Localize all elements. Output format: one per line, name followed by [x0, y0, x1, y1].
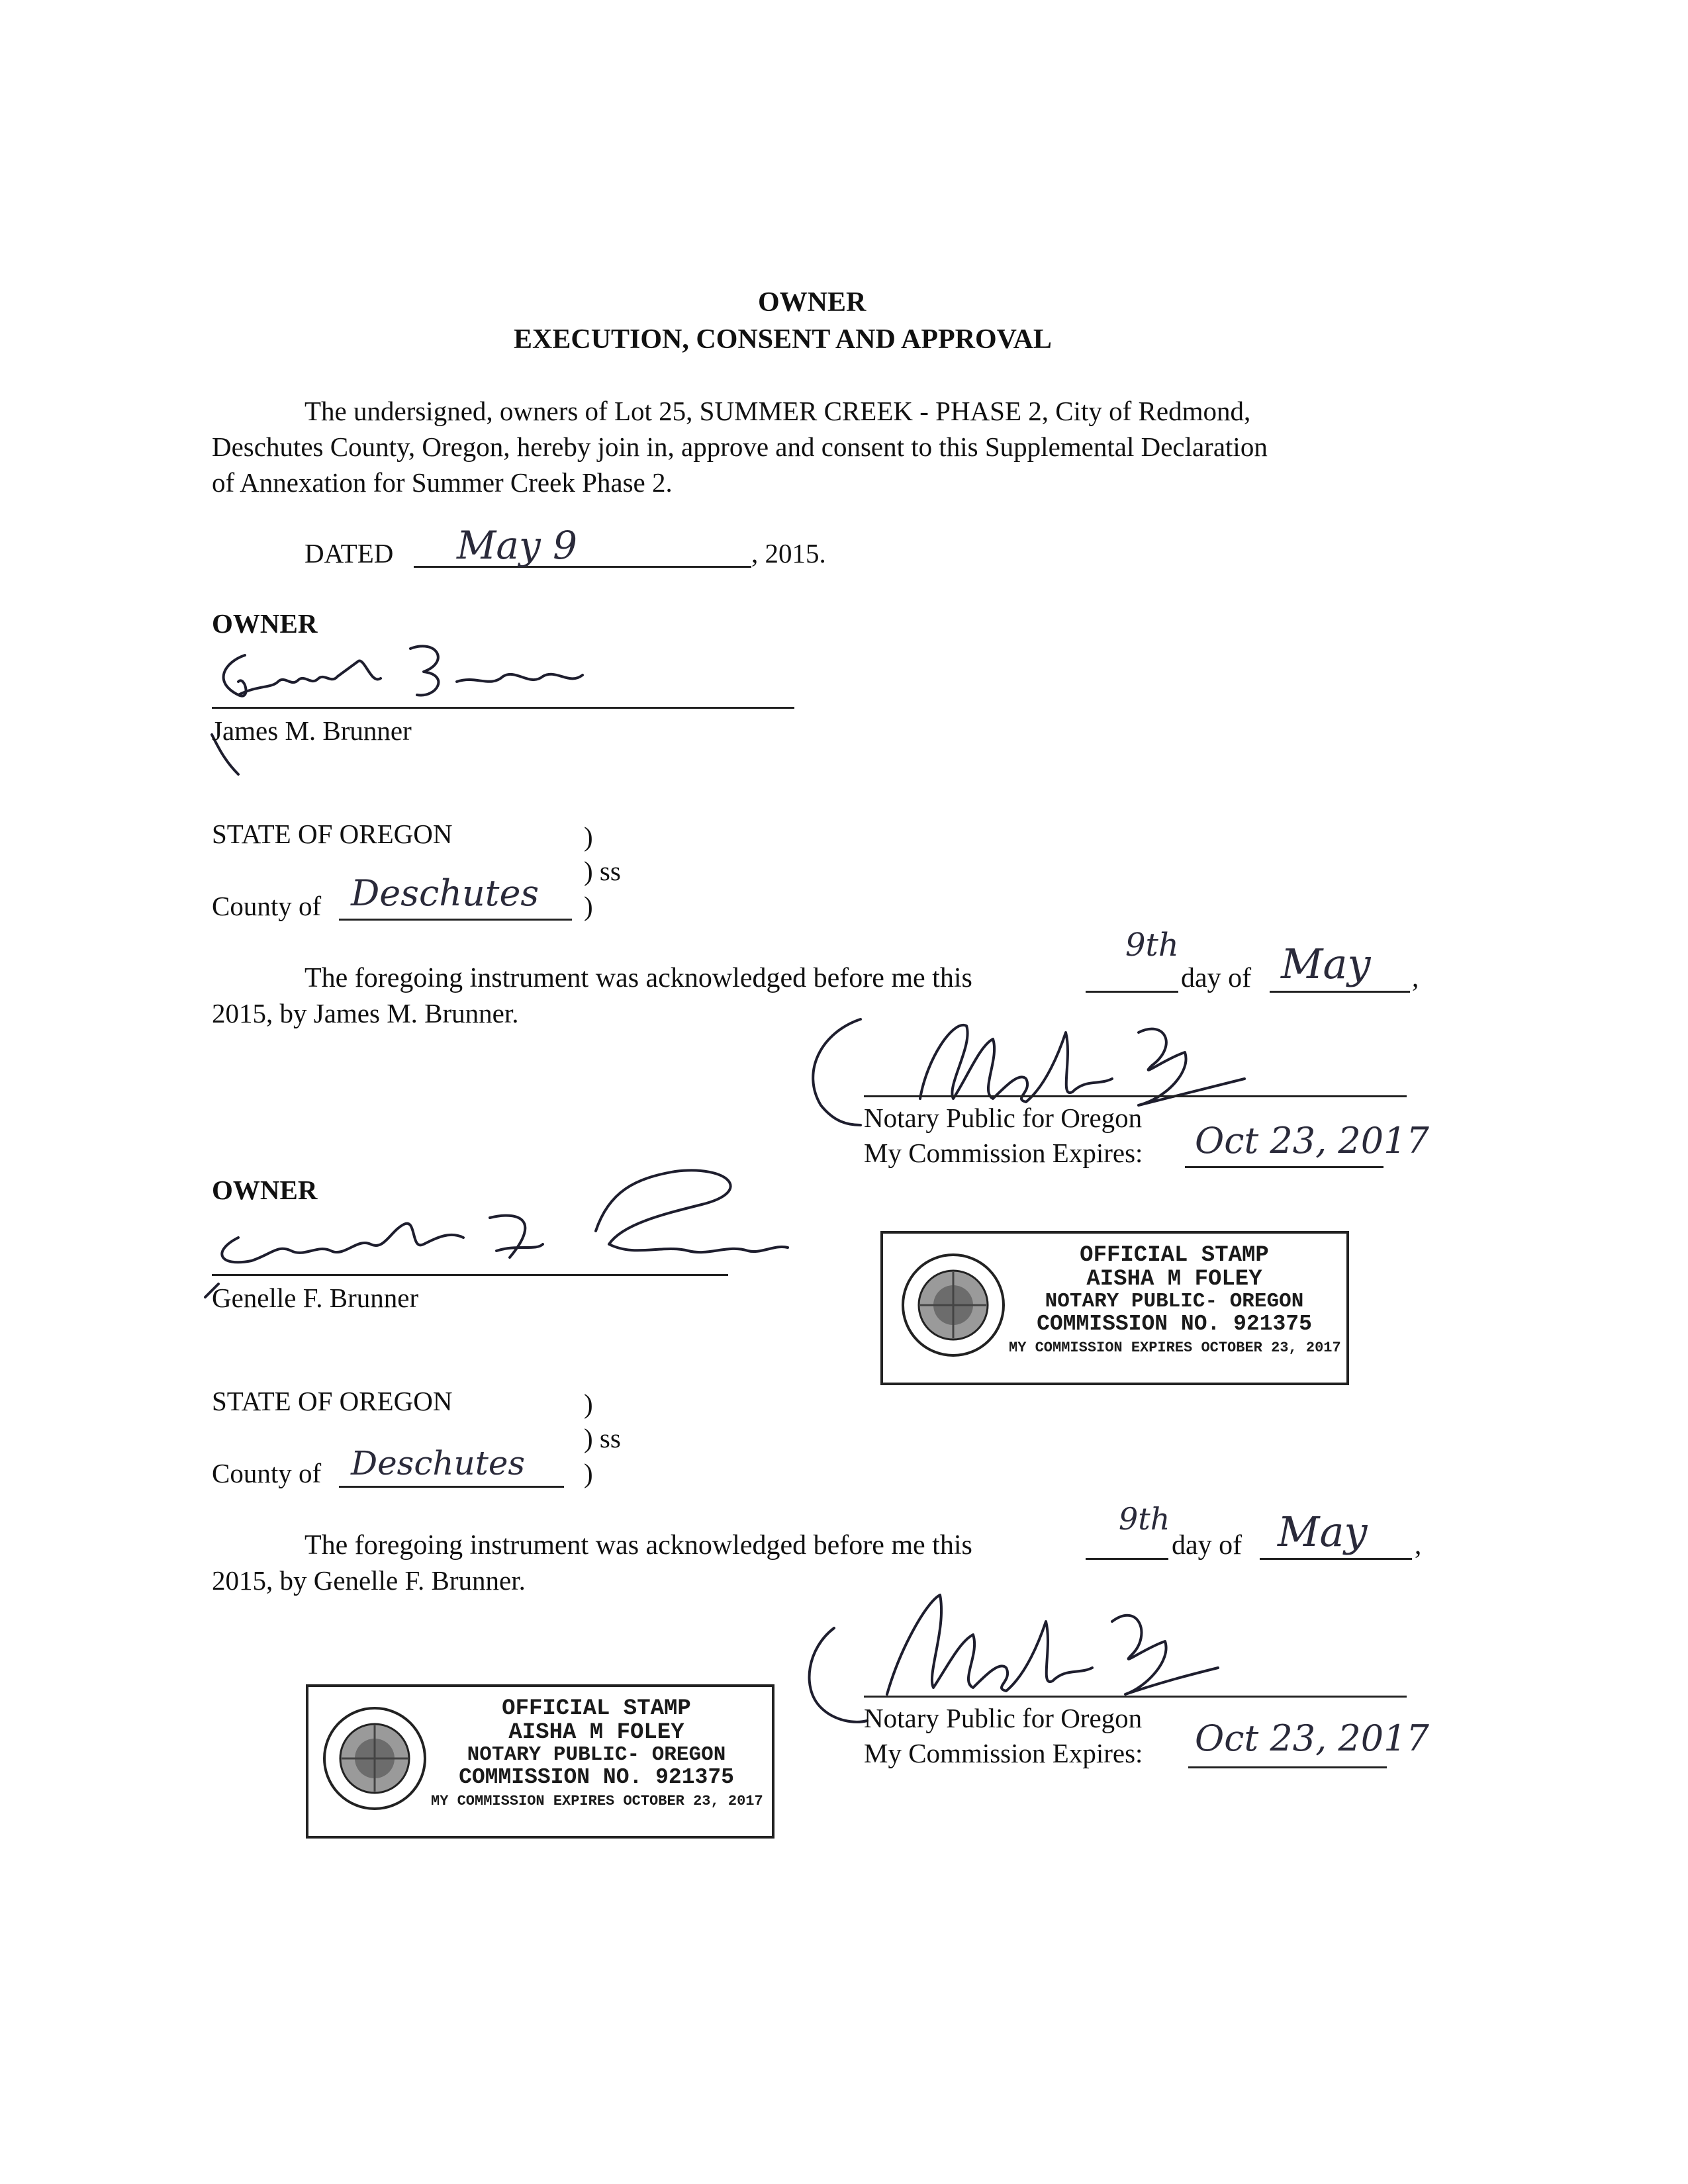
- stamp-2-line-3: NOTARY PUBLIC- OREGON: [467, 1743, 726, 1767]
- intro-line-1: The undersigned, owners of Lot 25, SUMMER CREEK - PHASE 2, City of Redmond,: [305, 396, 1251, 426]
- owner2-notary-line: [864, 1696, 1407, 1698]
- owner1-ack-line2: 2015, by James M. Brunner.: [212, 998, 519, 1028]
- owner2-signature: [199, 1152, 794, 1284]
- owner2-signature-line: [212, 1274, 728, 1276]
- owner1-name: James M. Brunner: [212, 715, 412, 746]
- owner2-ack-day: 9th: [1119, 1501, 1170, 1537]
- owner2-ack-month: May: [1278, 1508, 1368, 1556]
- owner2-ack-line2: 2015, by Genelle F. Brunner.: [212, 1565, 526, 1596]
- owner2-label: OWNER: [212, 1175, 318, 1205]
- owner1-state: STATE OF OREGON: [212, 819, 453, 849]
- owner2-paren-close: ): [584, 1458, 593, 1488]
- owner2-ss: ) ss: [584, 1423, 621, 1453]
- owner1-ack-text: The foregoing instrument was acknowledged before me this: [305, 963, 972, 993]
- owner1-commission-label: My Commission Expires:: [864, 1138, 1143, 1168]
- stamp-1-line-2: AISHA M FOLEY: [1086, 1266, 1262, 1292]
- owner1-notary-label: Notary Public for Oregon: [864, 1103, 1143, 1133]
- owner2-commission-handwritten: Oct 23, 2017: [1195, 1717, 1429, 1759]
- owner1-county-handwritten: Deschutes: [351, 872, 539, 914]
- owner2-name: Genelle F. Brunner: [212, 1283, 419, 1313]
- owner1-ack-comma: ,: [1412, 962, 1419, 993]
- owner1-day-line: [1086, 991, 1178, 993]
- owner1-ack-day-of: day of: [1181, 963, 1252, 993]
- owner1-county-label: County of: [212, 891, 322, 921]
- owner1-label: OWNER: [212, 608, 318, 639]
- owner2-ack-text: The foregoing instrument was acknowledged before me this: [305, 1530, 972, 1561]
- owner2-state: STATE OF OREGON: [212, 1386, 453, 1416]
- stamp-1-line-1: OFFICIAL STAMP: [1080, 1243, 1269, 1268]
- owner2-commission-label: My Commission Expires:: [864, 1738, 1143, 1768]
- stamp-1-line-4: COMMISSION NO. 921375: [1037, 1311, 1312, 1336]
- owner1-signature-line: [212, 707, 794, 709]
- owner2-ack-day-of: day of: [1172, 1530, 1243, 1561]
- notary-stamp-1: [880, 1231, 1349, 1385]
- dated-year: , 2015.: [751, 538, 826, 569]
- owner1-paren-open: ): [584, 821, 593, 852]
- stamp-2-line-1: OFFICIAL STAMP: [502, 1696, 691, 1721]
- owner1-commission-line: [1185, 1166, 1383, 1168]
- state-seal-icon: [900, 1252, 1006, 1358]
- owner1-ack-day: 9th: [1125, 927, 1179, 964]
- owner2-ack-comma: ,: [1415, 1529, 1422, 1560]
- owner2-county-label: County of: [212, 1458, 322, 1488]
- owner1-signature: [199, 635, 675, 788]
- owner1-paren-close: ): [584, 891, 593, 921]
- owner2-paren-open: ): [584, 1388, 593, 1419]
- intro-line-2: Deschutes County, Oregon, hereby join in, approve and consent to this Supplemental Declaration: [212, 432, 1268, 462]
- notary-stamp-2: [306, 1684, 774, 1839]
- heading-owner: OWNER: [758, 287, 867, 318]
- state-seal-icon: [322, 1706, 428, 1811]
- owner1-notary-line: [864, 1095, 1407, 1097]
- dated-label: DATED: [305, 538, 394, 569]
- stamp-2-line-2: AISHA M FOLEY: [508, 1719, 684, 1745]
- owner2-day-line: [1086, 1558, 1168, 1560]
- owner1-ss: ) ss: [584, 856, 621, 886]
- owner1-commission-handwritten: Oct 23, 2017: [1195, 1120, 1429, 1161]
- dated-handwritten: May 9: [457, 523, 578, 568]
- stamp-1-line-5: MY COMMISSION EXPIRES OCTOBER 23, 2017: [1009, 1339, 1341, 1356]
- owner2-month-line: [1260, 1558, 1412, 1560]
- stamp-2-line-5: MY COMMISSION EXPIRES OCTOBER 23, 2017: [431, 1792, 763, 1809]
- owner2-county-handwritten: Deschutes: [351, 1444, 526, 1482]
- heading-title: EXECUTION, CONSENT AND APPROVAL: [514, 324, 1052, 355]
- owner1-ack-month: May: [1281, 940, 1371, 988]
- owner2-notary-label: Notary Public for Oregon: [864, 1703, 1143, 1733]
- stamp-1-line-3: NOTARY PUBLIC- OREGON: [1045, 1290, 1304, 1314]
- owner2-commission-line: [1188, 1766, 1387, 1768]
- intro-line-3: of Annexation for Summer Creek Phase 2.: [212, 467, 673, 498]
- owner1-month-line: [1270, 991, 1410, 993]
- stamp-2-line-4: COMMISSION NO. 921375: [459, 1764, 734, 1790]
- owner2-county-line: [339, 1486, 564, 1488]
- owner1-county-line: [339, 919, 572, 921]
